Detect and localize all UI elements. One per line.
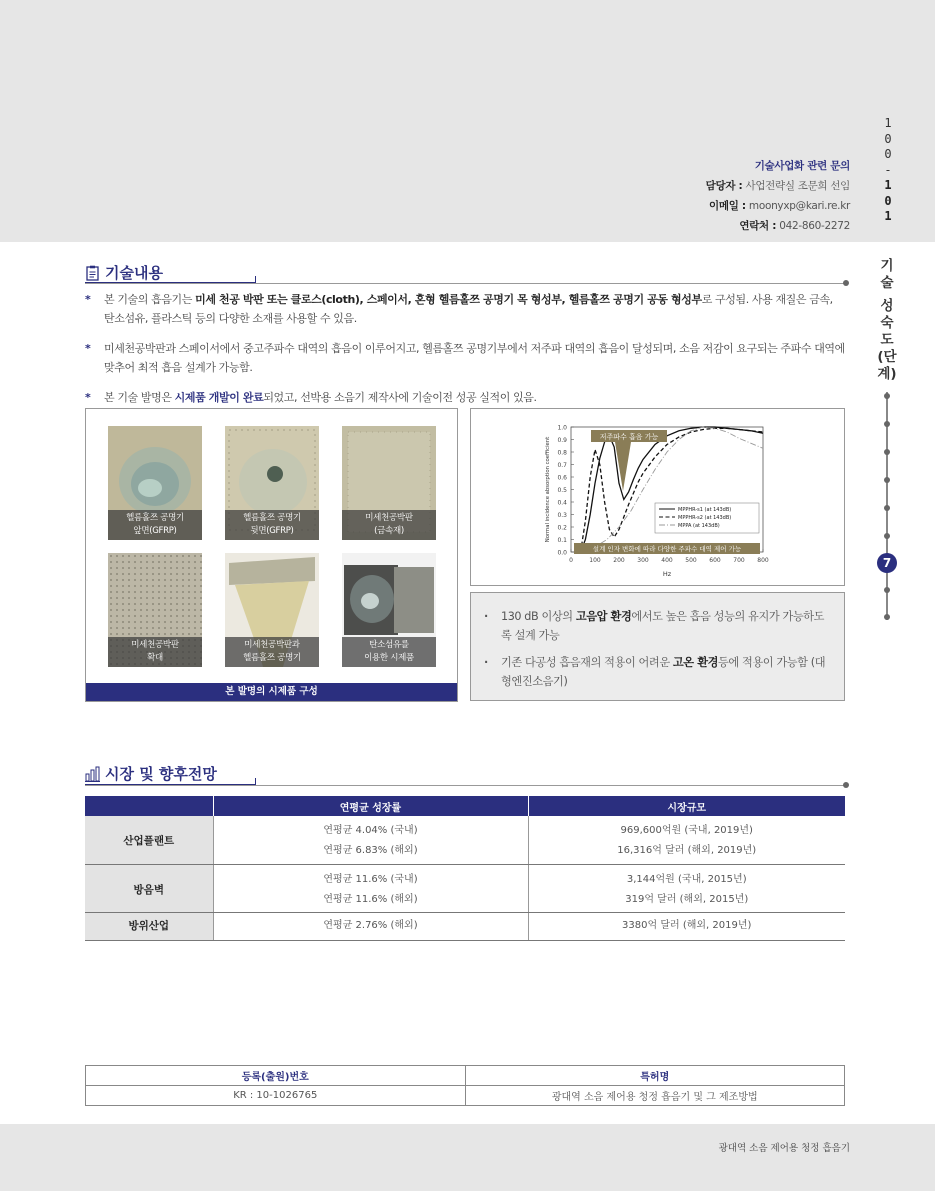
y-tick-label: 0.9 <box>557 437 567 444</box>
market-heading-end-dot <box>843 782 849 788</box>
maturity-step-2 <box>884 421 890 427</box>
contact-email: 이메일 : moonyxp@kari.re.kr <box>709 200 850 212</box>
contact-info <box>706 156 850 236</box>
y-tick-label: 1.0 <box>557 424 567 432</box>
prototype-photo: 미세천공박판과 헬름홀쯔 공명기 <box>225 553 319 667</box>
tech-bullet-3: * 본 기술 발명은 시제품 개발이 완료되었고, 선박용 소음기 제작사에 기술이전 성공 실적이 있음. <box>85 388 845 407</box>
asterisk-icon: * <box>85 391 91 404</box>
prototype-photo: 미세천공박판 확대 <box>108 553 202 667</box>
prototype-photo-panel <box>85 408 458 702</box>
prototype-photo: 헬름홀쯔 공명기 뒷면(GFRP) <box>225 426 319 540</box>
prototype-photo: 탄소섬유를 이용한 시제품 <box>342 553 436 667</box>
maturity-current-step: 7 <box>877 553 897 573</box>
legend-label: MPPHR-s1 (at 143dB) <box>678 507 732 513</box>
x-tick-label: 300 <box>637 557 649 564</box>
x-tick-label: 400 <box>661 557 673 564</box>
market-heading-rule <box>85 785 845 786</box>
x-tick-label: 800 <box>757 557 769 564</box>
y-tick-label: 0.8 <box>557 449 567 457</box>
absorption-chart <box>471 409 844 585</box>
email-link[interactable]: moonyxp@kari.re.kr <box>748 200 850 212</box>
x-axis-label: Hz <box>662 570 672 578</box>
asterisk-icon: * <box>85 293 91 306</box>
feature-note-1: · 130 dB 이상의 고음압 환경에서도 높은 흡음 성능의 유지가 가능하도록 설계 가능 <box>484 607 830 645</box>
table-row: 방위산업 연평균 2.76% (해외) 3380억 달러 (해외, 2019년) <box>85 912 845 940</box>
tech-heading-rule <box>85 283 845 284</box>
y-tick-label: 0.3 <box>557 512 567 519</box>
feature-notes <box>470 592 845 701</box>
x-tick-label: 200 <box>613 557 625 564</box>
maturity-step-4 <box>884 477 890 483</box>
patent-table <box>85 1065 845 1106</box>
x-tick-label: 0 <box>569 557 573 564</box>
y-axis-label: Normal incidence absorption coefficient <box>545 436 551 543</box>
x-tick-label: 500 <box>685 557 697 564</box>
x-tick-label: 700 <box>733 557 745 564</box>
patent-header-row: 등록(출원)번호 특허명 <box>86 1066 845 1086</box>
clipboard-icon <box>85 265 100 281</box>
maturity-step-9 <box>884 614 890 620</box>
footer-band <box>0 1124 935 1191</box>
absorption-chart-panel <box>470 408 845 586</box>
size-column-header: 시장규모 <box>528 796 845 816</box>
x-tick-label: 600 <box>709 557 721 564</box>
y-tick-label: 0.7 <box>557 462 567 469</box>
table-row: 방음벽 연평균 11.6% (국내) 연평균 11.6% (해외) 3,144억원 (국내, 2015년) 319억 달러 (해외, 2015년) <box>85 864 845 912</box>
table-row: 산업플랜트 연평균 4.04% (국내) 연평균 6.83% (해외) 969,600억원 (국내, 2019년) 16,316억 달러 (해외, 2019년) <box>85 816 845 864</box>
feature-note-2: · 기존 다공성 흡음재의 적용이 어려운 고온 환경등에 적용이 가능함 (대형엔진소음기) <box>484 653 830 691</box>
photo-panel-caption: 본 발명의 시제품 구성 <box>86 683 457 701</box>
contact-manager: 담당자 : 사업전략실 조문희 선임 <box>705 180 850 192</box>
maturity-step-6 <box>884 533 890 539</box>
maturity-step-8 <box>884 587 890 593</box>
y-tick-label: 0.0 <box>557 549 567 557</box>
annotation-top-text: 저주파수 흡음 가능 <box>599 433 659 441</box>
market-table <box>85 796 845 941</box>
y-tick-label: 0.4 <box>557 499 567 507</box>
prototype-photo: 헬름홀쯔 공명기 앞면(GFRP) <box>108 426 202 540</box>
legend-label: MPPHR-s2 (at 143dB) <box>678 515 732 521</box>
legend-label: MPPA (at 143dB) <box>678 523 720 529</box>
tech-heading-end-dot <box>843 280 849 286</box>
y-tick-label: 0.1 <box>557 537 567 544</box>
tech-heading-text: 기술내용 <box>105 264 163 282</box>
page-number: 1 0 0 - 1 0 1 <box>884 116 892 223</box>
maturity-step-3 <box>884 449 890 455</box>
y-tick-label: 0.5 <box>557 487 567 494</box>
market-heading-text: 시장 및 향후전망 <box>105 765 217 783</box>
contact-phone: 연락처 : 042-860-2272 <box>739 220 850 232</box>
tech-bullet-2: * 미세천공박판과 스페이서에서 중고주파수 대역의 흡음이 이루어지고, 헬름홀쯔 공명기부에서 저주파 대역의 흡음이 달성되며, 소음 저감이 요구되는 주파수 대역에 맞추어 최적 흡음 설계가 가능함. <box>85 339 845 377</box>
x-tick-label: 100 <box>589 557 601 564</box>
bar-chart-icon <box>85 766 100 782</box>
patent-row <box>86 1086 845 1106</box>
maturity-step-1 <box>884 393 890 399</box>
tech-bullet-1: * 본 기술의 흡음기는 미세 천공 박판 또는 클로스(cloth), 스페이서, 혼형 헬름홀쯔 공명기 목 형성부, 헬름홀쯔 공명기 공동 형성부로 구성됨. 사용 재질은 금속, 탄소섬유, 플라스틱 등의 다양한 소재를 사용할 수 있음. <box>85 290 845 328</box>
maturity-step-5 <box>884 505 890 511</box>
contact-title: 기술사업화 관련 문의 <box>754 160 850 172</box>
y-tick-label: 0.6 <box>557 474 567 482</box>
patent-number: KR : 10-1026765 <box>86 1086 466 1106</box>
footer-title: 광대역 소음 제어용 청정 흡음기 <box>718 1143 850 1154</box>
table-header-row <box>85 796 845 816</box>
patent-title: 광대역 소음 제어용 청정 흡음기 및 그 제조방법 <box>465 1086 844 1106</box>
tech-bullets <box>85 290 845 418</box>
maturity-side-title: 기 술 성 숙 도 (단 계) <box>877 258 897 382</box>
annotation-bottom-text: 설계 인자 변화에 따라 다양한 주파수 대역 제어 가능 <box>592 545 742 553</box>
growth-column-header: 연평균 성장률 <box>213 796 528 816</box>
prototype-photo: 미세천공박판 (금속재) <box>342 426 436 540</box>
asterisk-icon: * <box>85 342 91 355</box>
y-tick-label: 0.2 <box>557 524 567 532</box>
